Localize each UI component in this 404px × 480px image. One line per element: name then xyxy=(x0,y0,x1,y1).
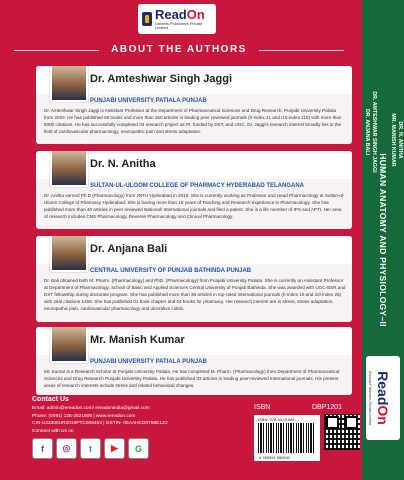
spine-logo-brand: ReadOn xyxy=(375,371,391,425)
author-bio: Mr. Kumar is a Research Scholar at Punjabi University Patiala. He has completed M. Pharm. (Pharmacology) from Department of Pharmaceutical Sciences and Drug Research Punjabi University Patiala. He has published 03 articles in leading peer-reviewed International journals. His present areas of research interests include stress and related behavioral changes. xyxy=(44,369,340,389)
spine-author: DR. N. ANITHA xyxy=(397,121,404,159)
instagram-icon[interactable]: ◎ xyxy=(56,438,77,459)
author-photo xyxy=(50,236,88,272)
youtube-icon[interactable]: ▶ xyxy=(104,438,125,459)
barcode-isbn-text: ISBN: 978-93-91956-... xyxy=(258,417,300,422)
spine-author: MR. MANISH KUMAR xyxy=(390,113,396,167)
spine-logo-tagline: Dreams Publishers Private Limited xyxy=(368,371,372,425)
author-photo xyxy=(50,151,88,187)
spine-logo xyxy=(366,356,400,440)
isbn-label: ISBN xyxy=(254,404,271,411)
author-card xyxy=(36,151,352,229)
author-photo xyxy=(50,66,88,102)
spine-title: HUMAN ANATOMY AND PHYSIOLOGY–II xyxy=(378,153,388,327)
author-name: Dr. N. Anitha xyxy=(90,158,156,170)
readon-logo xyxy=(138,4,216,34)
author-photo xyxy=(50,327,88,363)
author-name: Dr. Anjana Bali xyxy=(90,243,168,255)
contact-title: Contact Us xyxy=(32,396,69,403)
author-card xyxy=(36,236,352,322)
isbn-barcode xyxy=(254,415,320,461)
book-code: DBP1201 xyxy=(312,404,342,411)
spine-author: DR. AMTESHWAR SINGH JAGGI xyxy=(371,91,378,173)
about-heading: ABOUT THE AUTHORS xyxy=(0,44,358,55)
contact-block xyxy=(32,396,227,436)
author-institution: CENTRAL UNIVERSITY OF PUNJAB BATHINDA PUNJAB xyxy=(90,268,252,274)
author-institution: PUNJABI UNIVERSITY PATIALA PUNJAB xyxy=(90,98,207,104)
contact-cin: CIN-U22300UR2019PTC009463 | GSTIN- 05AAHCD0756E1Z2 xyxy=(32,421,168,427)
contact-connect: Connect with Us on xyxy=(32,429,74,435)
spine-authors-left xyxy=(363,12,377,252)
contact-email[interactable]: Email: admin@ereadon.com/ ereadonindia@gmail.com xyxy=(32,406,150,411)
barcode-bars xyxy=(258,423,316,453)
author-bio: Dr. Anitha earned Ph.D (Pharmacology) from JNTU Hyderabad in 2010. She is currently working as Professor and Head Pharmacology at Sultan-ul-Uloom College of Pharmacy Hyderabad. She is having more than 18 years of Teaching and Research experience in Pharmacology. She has published more than 40 articles in peer reviewed National/ International journals and filed a patent. She is a life member of IPS and APTI. Her area of research includes CNS Pharmacology, Reverse Pharmacology and Clinical Pharmacology. xyxy=(44,193,345,220)
contact-phone: Phone: (0091) 135-2521805 | www.ereadon.com xyxy=(32,413,136,419)
author-bio: Dr. Amteshwar Singh Jaggi is Assistant Professor at the Department of Pharmaceutical Sciences and Drug Research, Punjabi University Patiala from 2003. He has published 06 books and more than 160 articles in leading peer reviewed journals (h-index 41 and i10-index 118) with more than 5000 citations. He has successfully completed 03 research project as PI, funded by DST, and UGC. Dr. Jaggi's research interest broadly lies in the field of cardiovascular pharmacology, neuropathic pain and stress adaptation. xyxy=(44,108,342,135)
readon-logo-icon xyxy=(142,12,152,26)
barcode-number: 9 789391 956542 xyxy=(259,455,291,460)
qr-code[interactable] xyxy=(324,414,360,450)
author-institution: PUNJABI UNIVERSITY PATIALA PUNJAB xyxy=(90,359,207,365)
author-card xyxy=(36,66,352,144)
logo-tagline: Dreams Publishers Private Limited xyxy=(154,21,203,30)
author-institution: SULTAN-UL-ULOOM COLLEGE OF PHARMACY HYDERABAD TELANGANA xyxy=(90,183,304,189)
author-name: Dr. Amteshwar Singh Jaggi xyxy=(90,73,233,85)
author-card xyxy=(36,327,352,395)
logo-brand: ReadOn xyxy=(154,7,205,22)
social-qr-row xyxy=(32,438,149,459)
author-name: Mr. Manish Kumar xyxy=(90,334,185,346)
spine-authors-right xyxy=(389,20,403,260)
author-bio: Dr. Bali obtained both M. Pharm. (Pharmacology) and PhD. (Pharmacology) from Punjabi University Patiala. She is currently an Assistant Professor at Department of Pharmacology, School of Basic and Applied Sciences Central University of Punjab Bathinda. She was awarded with UGC-BSR and DST fellowship during doctorate program. She has published more than 38 articles in top-rated international journals (h-index 15 and i10-index 25) with total citations 1468. She has published 01 book chapter and 04 books for pharmacy. Her research interest are in stress, stress adaptation, neuropathic pain, cardiovascular pharmacology and ulcerative colitis. xyxy=(44,278,346,312)
twitter-icon[interactable]: t xyxy=(80,438,101,459)
spine-author: DR. ANJANA BALI xyxy=(364,108,370,156)
facebook-icon[interactable]: f xyxy=(32,438,53,459)
google-icon[interactable]: G xyxy=(128,438,149,459)
